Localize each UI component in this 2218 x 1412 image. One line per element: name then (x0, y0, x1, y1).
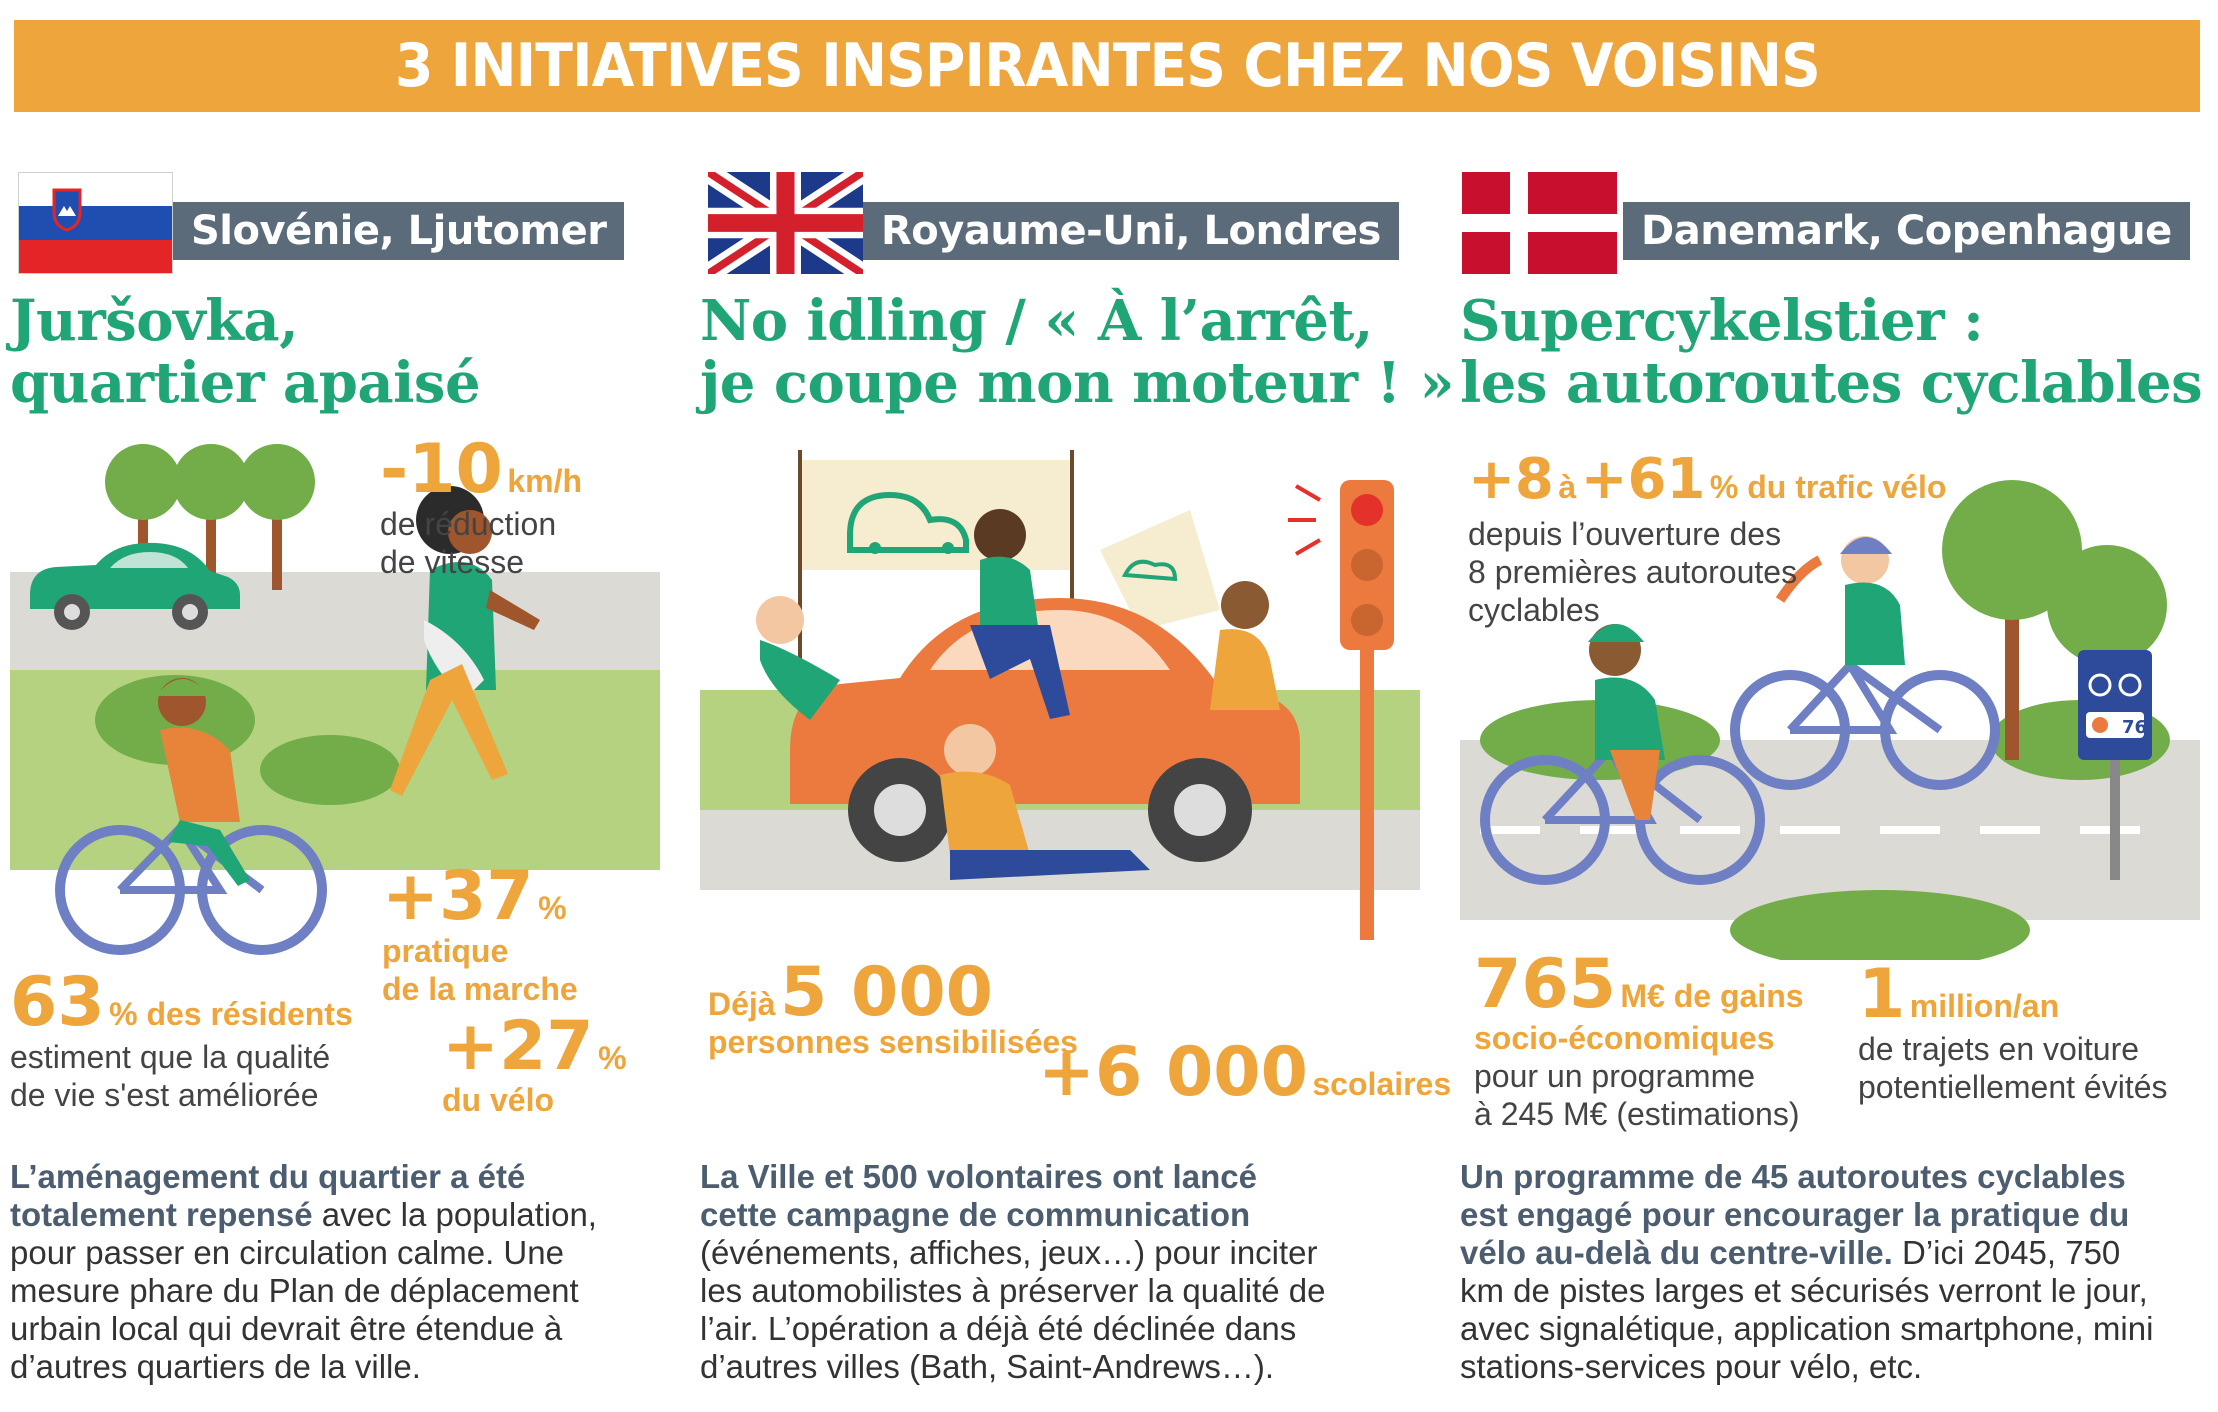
stat-value: +27 (442, 1007, 594, 1086)
stat-unit: % des résidents (109, 996, 353, 1032)
title-line: No idling / « À l’arrêt, (700, 288, 1373, 354)
stat-text: depuis l’ouverture des (1468, 516, 1782, 552)
stat-text: du vélo (442, 1082, 555, 1118)
stat-text: personnes sensibilisées (708, 1024, 1078, 1060)
country-label: Royaume-Uni, Londres (863, 202, 1399, 260)
initiative-title (10, 290, 480, 414)
header-banner (14, 20, 2200, 112)
stat-unit: % du trafic vélo (1709, 469, 1947, 505)
description-bold: Un programme de 45 autoroutes cyclables est engagé pour encourager la pratique du vélo au-delà du centre-ville. (1460, 1158, 2130, 1271)
stat-text: pour un programme (1474, 1058, 1756, 1094)
gain-stat (1474, 945, 1804, 1133)
stat-unit: million/an (1909, 988, 2060, 1024)
stat-text: à (1558, 469, 1577, 505)
stat-unit: km/h (507, 463, 582, 499)
page-title: 3 INITIATIVES INSPIRANTES CHEZ NOS VOISINS (394, 31, 1820, 101)
stat-value: 1 (1858, 955, 1906, 1034)
stat-text: de vie s'est améliorée (10, 1077, 319, 1113)
stat-text: de vitesse (380, 544, 525, 580)
sign-number: 76 (2122, 717, 2148, 738)
stat-text: à 245 M€ (estimations) (1474, 1096, 1800, 1132)
stat-unit: % (538, 890, 567, 926)
people-stat (708, 953, 1078, 1061)
description (10, 1158, 650, 1386)
protest-illustration (700, 440, 1420, 960)
bike-stat (442, 1007, 627, 1119)
stat-value: 63 (10, 963, 105, 1042)
title-line: les autoroutes cyclables (1460, 350, 2203, 416)
stat-text: pratique (382, 933, 509, 969)
school-stat (1038, 1033, 1452, 1112)
description (1460, 1158, 2160, 1386)
stat-text: cyclables (1468, 592, 1600, 628)
column-denmark (1460, 150, 2203, 1400)
residents-stat (10, 963, 353, 1114)
description-bold: L’aménagement du quartier a été totalement repensé (10, 1158, 526, 1233)
description-text: (événements, affiches, jeux…) pour inciter les automobilistes à préserver la qualité de l’air. L’opération a déjà été déclinée dans d’autres villes (Bath, Saint-Andrews…). (700, 1234, 1326, 1385)
speed-stat (380, 430, 582, 581)
title-line: je coupe mon moteur ! » (700, 350, 1455, 416)
column-uk (700, 150, 1455, 1400)
stat-text: socio-économiques (1474, 1020, 1775, 1056)
trips-stat (1858, 955, 2168, 1106)
uk-flag-icon (708, 172, 863, 274)
title-line: Supercykelstier : (1460, 288, 1984, 354)
stat-prefix: Déjà (708, 986, 776, 1022)
stat-value: +61 (1580, 447, 1706, 512)
stat-value: +37 (382, 857, 534, 936)
stat-text: de la marche (382, 971, 578, 1007)
country-label: Danemark, Copenhague (1623, 202, 2190, 260)
walk-stat (382, 857, 578, 1008)
description-bold: La Ville et 500 volontaires ont lancé cette campagne de communication (700, 1158, 1257, 1233)
description-text: D’ici 2045, 750 km de pistes larges et sécurisés verront le jour, avec signalétique, application smartphone, mini stations-services pour vélo, etc. (1460, 1234, 2154, 1385)
stat-value: 765 (1474, 945, 1616, 1024)
stat-text: estiment que la qualité (10, 1039, 331, 1075)
description (700, 1158, 1340, 1386)
column-slovenia (10, 150, 710, 1400)
description-text: avec la population, pour passer en circulation calme. Une mesure phare du Plan de déplacement urbain local qui devrait être étendue à d’autres quartiers de la ville. (10, 1196, 597, 1385)
title-line: quartier apaisé (10, 350, 481, 416)
stat-unit: % (598, 1040, 627, 1076)
stat-text: potentiellement évités (1858, 1069, 2168, 1105)
stat-value: -10 (380, 430, 503, 509)
title-line: Juršovka, (10, 288, 299, 354)
stat-text: de trajets en voiture (1858, 1031, 2140, 1067)
stat-value: +8 (1468, 447, 1554, 512)
initiative-title (700, 290, 1454, 414)
stat-unit: M€ de gains (1620, 978, 1804, 1014)
stat-value: +6 000 (1038, 1033, 1308, 1112)
initiative-title (1460, 290, 2202, 414)
stat-text: de réduction (380, 506, 557, 542)
slovenia-flag-icon (18, 172, 173, 274)
stat-text: 8 premières autoroutes (1468, 554, 1798, 590)
stat-value: 5 000 (780, 953, 993, 1032)
country-label: Slovénie, Ljutomer (173, 202, 624, 260)
stat-text: scolaires (1312, 1066, 1452, 1102)
traffic-stat (1468, 445, 1946, 629)
denmark-flag-icon (1462, 172, 1617, 274)
